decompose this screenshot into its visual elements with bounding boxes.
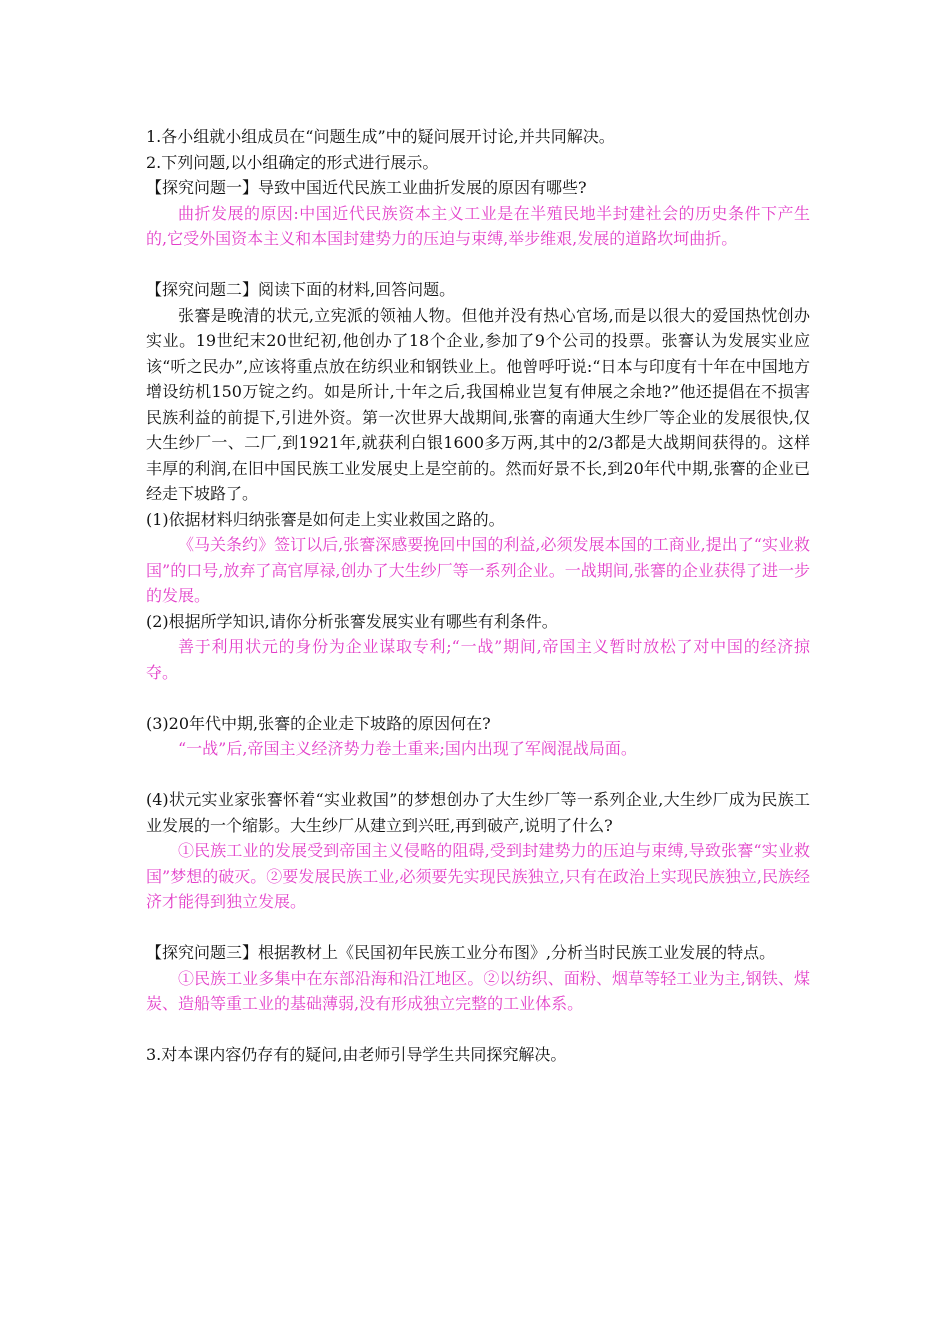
sub-question-3: (3)20年代中期,张謇的企业走下坡路的原因何在? xyxy=(146,713,491,733)
question-2-material: 张謇是晚清的状元,立宪派的领袖人物。但他并没有热心官场,而是以很大的爱国热忱创办实业。19世纪末20世纪初,他创办了18个企业,参加了9个公司的投票。张謇认为发展实业应该“听之民办”,应该将重点放在纺织业和钢铁业上。他曾呼吁说:“日本与印度有十年在中国地方增设纺机150万锭之约。如是所计,十年之后,我国棉业岂复有伸展之余地?”他还提倡在不损害民族利益的前提下,引进外资。第一次世界大战期间,张謇的南通大生纱厂等企业的发展很快,仅大生纱厂一、二厂,到1921年,就获利白银1600多万两,其中的2/3都是大战期间获得的。这样丰厚的利润,在旧中国民族工业发展史上是空前的。然而好景不长,到20年代中期,张謇的企业已经走下坡路了。 xyxy=(146,305,810,503)
sub-question-4: (4)状元实业家张謇怀着“实业救国”的梦想创办了大生纱厂等一系列企业,大生纱厂成为民族工业发展的一个缩影。大生纱厂从建立到兴旺,再到破产,说明了什么? xyxy=(146,790,810,835)
question-1-heading: 【探究问题一】导致中国近代民族工业曲折发展的原因有哪些? xyxy=(146,178,587,197)
sub-question-2: (2)根据所学知识,请你分析张謇发展实业有哪些有利条件。 xyxy=(146,611,558,631)
spacer xyxy=(146,685,810,711)
sub-question-3-answer: “一战”后,帝国主义经济势力卷土重来;国内出现了军阀混战局面。 xyxy=(178,739,637,758)
spacer xyxy=(146,252,810,278)
sub-question-1-answer: 《马关条约》签订以后,张謇深感要挽回中国的利益,必须发展本国的工商业,提出了“实业救国”的口号,放弃了高官厚禄,创办了大生纱厂等一系列企业。一战期间,张謇的企业获得了进一步的发展。 xyxy=(146,535,810,605)
spacer xyxy=(146,915,810,941)
spacer xyxy=(146,762,810,788)
sub-question-1: (1)依据材料归纳张謇是如何走上实业救国之路的。 xyxy=(146,509,505,529)
sub-question-4-answer: ①民族工业的发展受到帝国主义侵略的阻碍,受到封建势力的压迫与束缚,导致张謇“实业救国”梦想的破灭。②要发展民族工业,必须要先实现民族独立,只有在政治上实现民族独立,民族经济才能得到独立发展。 xyxy=(146,841,810,911)
question-3-answer: ①民族工业多集中在东部沿海和沿江地区。②以纺织、面粉、烟草等轻工业为主,钢铁、煤炭、造船等重工业的基础薄弱,没有形成独立完整的工业体系。 xyxy=(146,968,810,1013)
sub-question-2-answer: 善于利用状元的身份为企业谋取专利;“一战”期间,帝国主义暂时放松了对中国的经济掠夺。 xyxy=(146,637,810,682)
spacer xyxy=(146,1017,810,1043)
step-1: 1.各小组就小组成员在“问题生成”中的疑问展开讨论,并共同解决。 xyxy=(146,127,615,146)
question-2-heading: 【探究问题二】阅读下面的材料,回答问题。 xyxy=(146,280,456,299)
question-3-heading: 【探究问题三】根据教材上《民国初年民族工业分布图》,分析当时民族工业发展的特点。 xyxy=(146,943,776,962)
step-2: 2.下列问题,以小组确定的形式进行展示。 xyxy=(146,152,439,172)
question-1-answer: 曲折发展的原因:中国近代民族资本主义工业是在半殖民地半封建社会的历史条件下产生的,它受外国资本主义和本国封建势力的压迫与束缚,举步维艰,发展的道路坎坷曲折。 xyxy=(146,203,810,248)
document-page xyxy=(146,124,810,1068)
step-3: 3.对本课内容仍存有的疑问,由老师引导学生共同探究解决。 xyxy=(146,1045,567,1064)
